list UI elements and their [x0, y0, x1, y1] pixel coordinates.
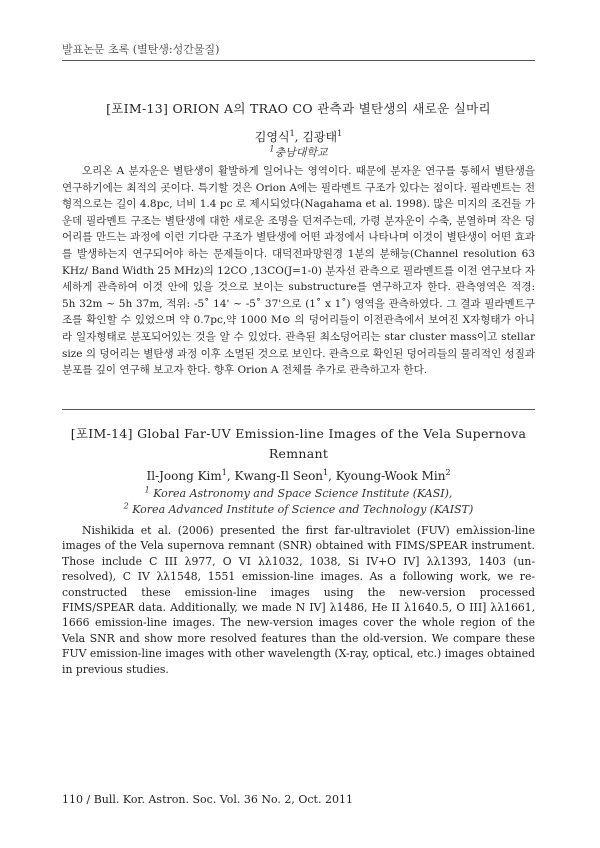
abstract-text: Nishikida et al. (2006) presented the first far-ultraviolet (FUV) emλission-line images of the Vela supernova remnant (SNR) obtained with FIMS/SPEAR instrument. Those include C III λ977, O VI λλ1032, 1038, Si IV+O IV] λλ1393, 1403 (un-resolved), C IV λλ1548, 1551 emission-line images. As a following work, we re-constructed these emission-line images using the new-version processed FIMS/SPEAR data. Additionally, we made N IV] λ1486, He II λ1640.5, O III] λλ1661, 1666 emission-line images. The new-version images cover the whole region of the Vela SNR and show more resolved features than the old-version. We compare these FUV emission-line images with other wavelength (X-ray, optical, etc.) images obtained in previous studies. — [62, 524, 535, 676]
author-separator: , — [226, 469, 235, 483]
affiliation-sup: 1 — [269, 144, 275, 154]
paper-2-affiliation-1 — [62, 487, 535, 500]
author-name: 김광태 — [302, 130, 338, 144]
paper-2-affiliation-2 — [62, 503, 535, 516]
section-rule — [62, 409, 535, 410]
author-separator: , — [328, 469, 336, 483]
author-sup: 1 — [221, 468, 227, 477]
author-separator: , — [294, 130, 303, 144]
paper-1-title: [포IM-13] ORION A의 TRAO CO 관측과 별탄생의 새로운 실마리 — [106, 101, 491, 116]
author-sup: 1 — [337, 129, 343, 138]
header-rule — [62, 60, 535, 61]
author-sup: 1 — [323, 468, 329, 477]
author-sup: 2 — [445, 468, 451, 477]
affiliation-text: Korea Astronomy and Space Science Institute (KASI), — [153, 487, 453, 500]
paper-2-abstract — [62, 523, 535, 677]
author-name: Il-Joong Kim — [146, 469, 222, 483]
paper-1-abstract — [62, 163, 535, 379]
affiliation-text: 충남대학교 — [274, 146, 328, 159]
affiliation-text: Korea Advanced Institute of Science and Technology (KAIST) — [132, 503, 474, 516]
author-name: Kwang-Il Seon — [234, 469, 324, 483]
paper-2-title: [포IM-14] Global Far-UV Emission-line Images of the Vela Supernova Remnant — [70, 426, 527, 461]
abstract-text: 오리온 A 분자운은 별탄생이 활발하게 일어나는 영역이다. 때문에 분자운 연구를 통해서 별탄생을 연구하기에는 최적의 곳이다. 특기할 것은 Orion A에는 필라멘트 구조가 있다는 점이다. 필라멘트는 전형적으로는 길이 4.8pc, 너비 1.4 pc 로 제시되었다(Nagahama et al. 1998). 많은 미지의 조건들 가운데 필라멘트 구조는 별탄생에 대한 새로운 조명을 던져주는데, 가령 분자운이 수축, 분열하며 작은 덩어리를 만드는 과정에 이런 기다란 구조가 별탄생에 어떤 과정에서 나타나며 이것이 별탄생이 어떤 효과를 발생하는지 연구되어야 하는 문제들이다. 대덕전파망원경 1분의 분해능(Channel resolution 63 KHz/ Band Width 25 MHz)의 12CO ,13CO(J=1-0) 분자선 관측으로 필라멘트를 이전 연구보다 자세하게 관측하여 이것 안에 있을 것으로 보이는 substructure를 연구하고자 한다. 관측영역은 적경: 5h 32m ~ 5h 37m, 적위: -5˚ 14' ~ -5˚ 37'으로 (1˚ x 1˚) 영역을 관측하였다. 그 결과 필라멘트구조를 확인할 수 있었으며 약 0.7pc,약 1000 M⊙ 의 덩어리들이 이전관측에서 보여진 X자형태가 아니라 일자형태로 분포되어있는 것을 알 수 있었다. 관측된 최소덩어리는 star cluster mass이고 stellar size 의 덩어리는 별탄생 과정 이후 소멸된 것으로 보인다. 관측으로 확인된 덩어리들의 물리적인 성질과 분포를 깊이 연구해 보고자 한다. 향후 Orion A 전체를 추가로 관측하고자 한다. — [62, 165, 535, 377]
running-head: 발표논문 초록 (별탄생:성간물질) — [62, 43, 220, 56]
paper-2-authors — [62, 469, 535, 483]
author-name: Kyoung-Wook Min — [335, 469, 446, 483]
author-name: 김영식 — [254, 130, 290, 144]
affiliation-sup: 1 — [144, 485, 150, 495]
paper-1-affiliation — [62, 144, 535, 160]
paper-1-authors — [62, 128, 535, 145]
affiliation-sup: 2 — [123, 501, 129, 511]
page-footer: 110 / Bull. Kor. Astron. Soc. Vol. 36 No. 2, Oct. 2011 — [62, 793, 353, 806]
author-sup: 1 — [289, 129, 295, 138]
